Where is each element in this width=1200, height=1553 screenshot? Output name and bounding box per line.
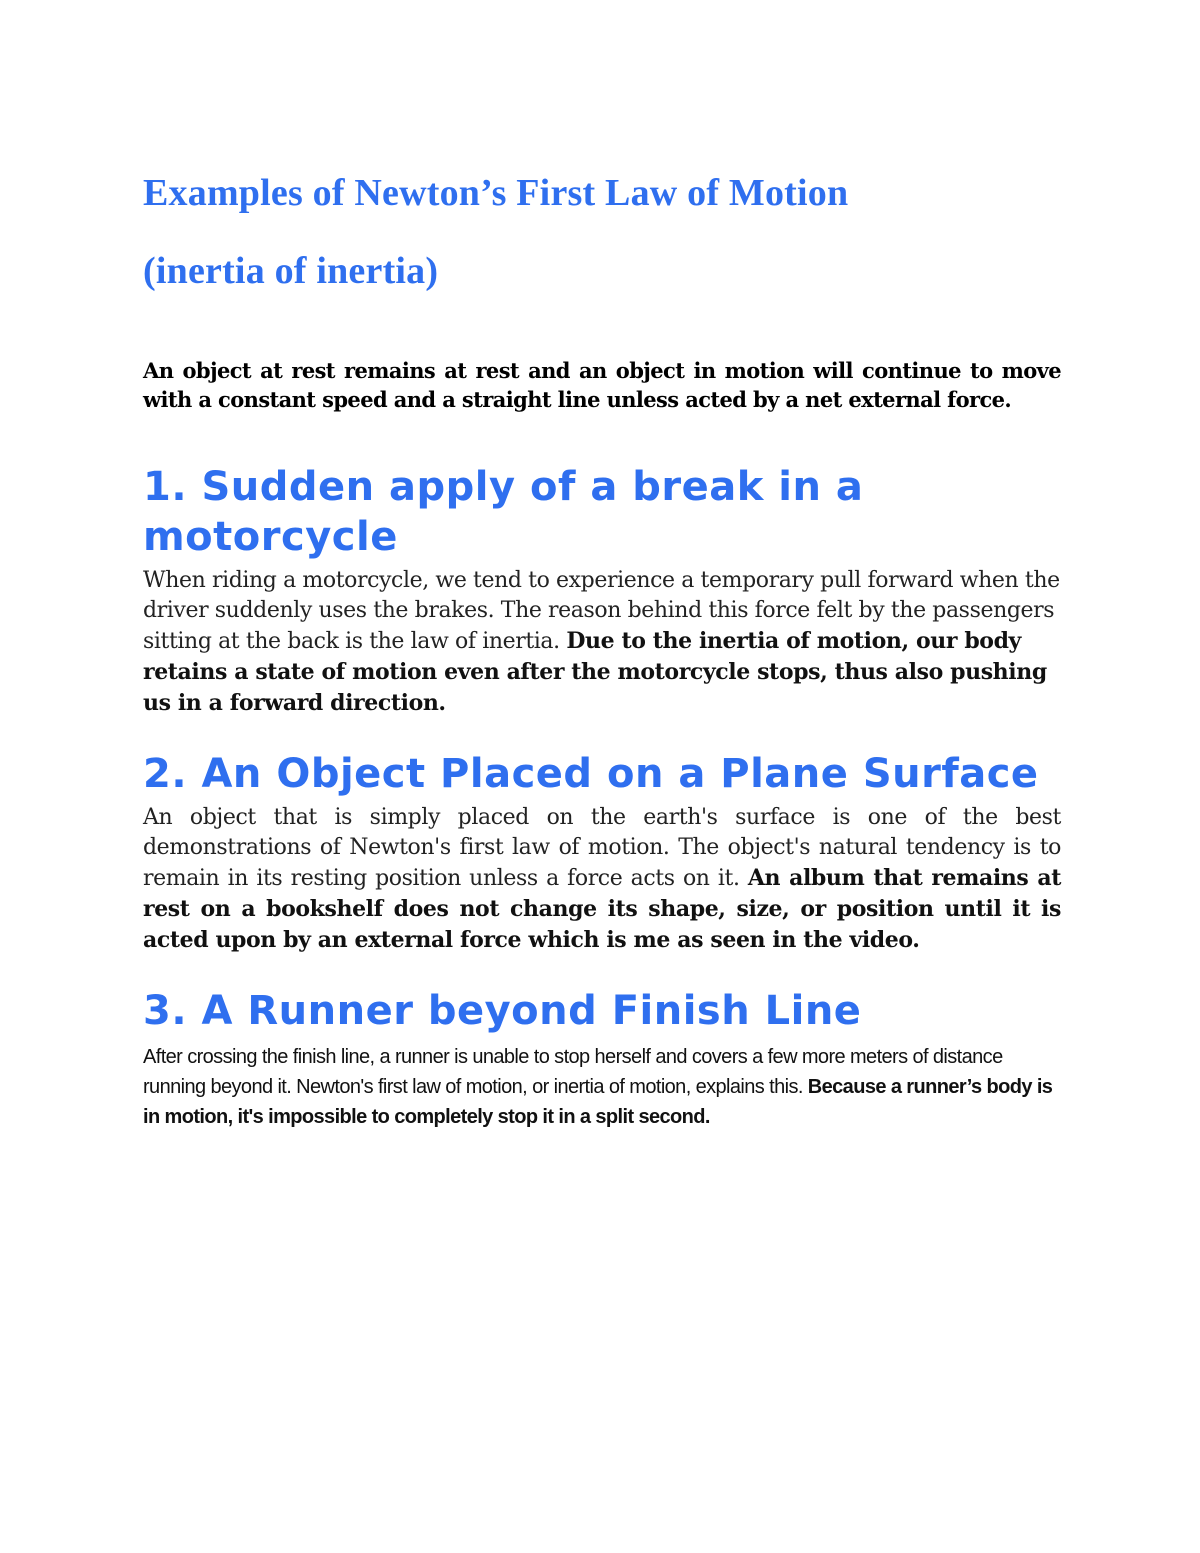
section-heading-3: 3. A Runner beyond Finish Line <box>143 988 862 1034</box>
intro-paragraph: An object at rest remains at rest and an object in motion will continue to move with a constant speed and a straight line unless acted by a net external force. <box>143 358 1061 412</box>
section-paragraph-2 <box>143 803 1061 956</box>
section-text-3: After crossing the finish line, a runner is unable to stop herself and covers a few more meters of distance running beyond it. Newton's first law of motion, or inertia of motion, explains this. <box>143 1046 1003 1098</box>
document-content <box>143 160 1061 1132</box>
section-heading-2: 2. An Object Placed on a Plane Surface <box>143 751 1039 797</box>
section-bold-text-3: Because a runner’s body is in motion, it's impossible to completely stop it in a split second. <box>143 1076 1053 1128</box>
document-subtitle: (inertia of inertia) <box>143 250 439 292</box>
section-paragraph-3 <box>143 1042 1061 1132</box>
section-text-1: When riding a motorcycle, we tend to experience a temporary pull forward when the driver suddenly uses the brakes. The reason behind this force felt by the passengers sitting at the back is the law of inertia. <box>143 568 1060 654</box>
section-bold-text-1: Due to the inertia of motion, our body retains a state of motion even after the motorcycle stops, thus also pushing us in a forward direction. <box>143 628 1047 716</box>
section-heading-1: 1. Sudden apply of a break in a motorcycle <box>143 464 864 560</box>
section-text-2: An object that is simply placed on the earth's surface is one of the best demonstrations of Newton's first law of motion. The object's natural tendency is to remain in its resting position unless a force acts on it. <box>143 805 1061 891</box>
section-paragraph-1 <box>143 566 1061 719</box>
document-title: Examples of Newton’s First Law of Motion <box>143 172 849 214</box>
section-bold-text-2: An album that remains at rest on a bookshelf does not change its shape, size, or position until it is acted upon by an external force which is me as seen in the video. <box>143 865 1061 953</box>
